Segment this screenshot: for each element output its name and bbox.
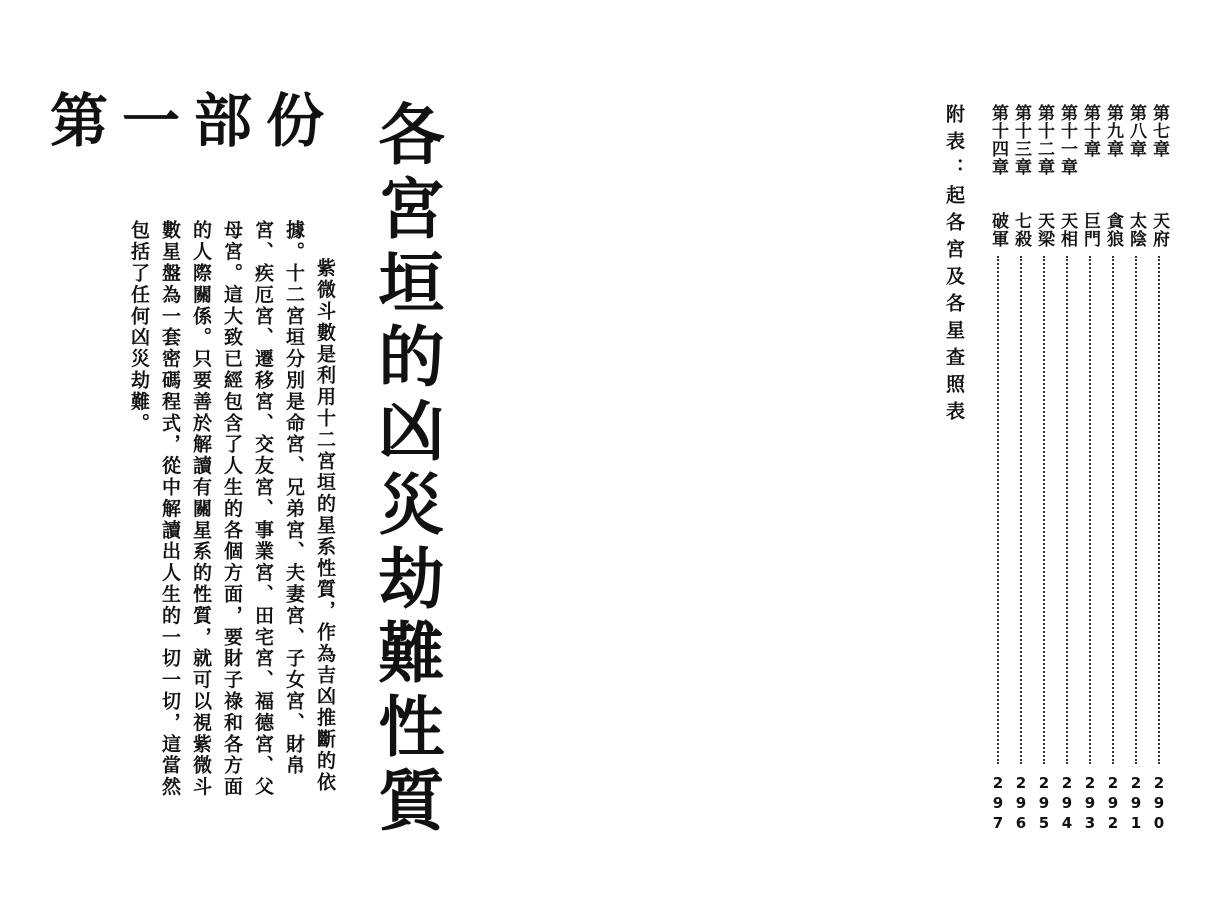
toc-dot-leader bbox=[1066, 256, 1068, 764]
toc-dot-leader bbox=[1020, 256, 1022, 764]
toc-title: 天府 bbox=[1149, 212, 1169, 248]
toc-dot-leader bbox=[1112, 256, 1114, 764]
toc-entry bbox=[1148, 104, 1170, 834]
toc-entry bbox=[1033, 104, 1055, 834]
toc-title: 天梁 bbox=[1034, 212, 1054, 248]
toc-entry bbox=[1010, 104, 1032, 834]
table-of-contents bbox=[984, 104, 1170, 834]
section-title: 各宮垣的凶災劫難性質 bbox=[367, 100, 444, 840]
toc-title: 巨門 bbox=[1080, 212, 1100, 248]
toc-page-number: 295 bbox=[1035, 774, 1053, 834]
appendix-entry: 附表：起各宮及各星查照表 bbox=[943, 104, 965, 428]
toc-title: 貪狼 bbox=[1103, 212, 1123, 248]
toc-dot-leader bbox=[1089, 256, 1091, 764]
toc-page-number: 292 bbox=[1104, 774, 1122, 834]
toc-title: 太陰 bbox=[1126, 212, 1146, 248]
toc-page-number: 294 bbox=[1058, 774, 1076, 834]
toc-title: 破軍 bbox=[988, 212, 1008, 248]
toc-page-number: 290 bbox=[1150, 774, 1168, 834]
toc-entry bbox=[1125, 104, 1147, 834]
toc-page-number: 296 bbox=[1012, 774, 1030, 834]
toc-title: 七殺 bbox=[1011, 212, 1031, 248]
toc-entry bbox=[987, 104, 1009, 834]
toc-entry bbox=[1056, 104, 1078, 834]
toc-chapter: 第九章 bbox=[1103, 104, 1123, 158]
toc-title: 天相 bbox=[1057, 212, 1077, 248]
toc-dot-leader bbox=[1158, 256, 1160, 764]
part-heading: 第一部份 bbox=[50, 87, 339, 155]
toc-page-number: 293 bbox=[1081, 774, 1099, 834]
toc-dot-leader bbox=[1135, 256, 1137, 764]
toc-dot-leader bbox=[997, 256, 999, 764]
toc-chapter: 第十四章 bbox=[988, 104, 1008, 176]
toc-chapter: 第十三章 bbox=[1011, 104, 1031, 176]
toc-entry bbox=[1102, 104, 1124, 834]
toc-dot-leader bbox=[1043, 256, 1045, 764]
toc-chapter: 第十二章 bbox=[1034, 104, 1054, 176]
toc-chapter: 第八章 bbox=[1126, 104, 1146, 158]
body-paragraph: 紫微斗數是利用十二宮垣的星系性質，作為吉凶推斷的依據。十二宮垣分別是命宮、兄弟宮、夫妻宮、子女宮、財帛宮、疾厄宮、遷移宮、交友宮、事業宮、田宅宮、福德宮、父母宮。這大致已經包含了人生的各個方面，要財子祿和各方面的人際關係。只要善於解讀有關星系的性質，就可以視紫微斗數星盤為一套密碼程式，從中解讀出人生的一切一切，這當然包括了任何凶災劫難。 bbox=[128, 220, 336, 798]
toc-chapter: 第十章 bbox=[1080, 104, 1100, 158]
body-text bbox=[128, 220, 340, 810]
toc-chapter: 第七章 bbox=[1149, 104, 1169, 158]
toc-entry bbox=[1079, 104, 1101, 834]
toc-page-number: 291 bbox=[1127, 774, 1145, 834]
toc-chapter: 第十一章 bbox=[1057, 104, 1077, 176]
toc-page-number: 297 bbox=[989, 774, 1007, 834]
